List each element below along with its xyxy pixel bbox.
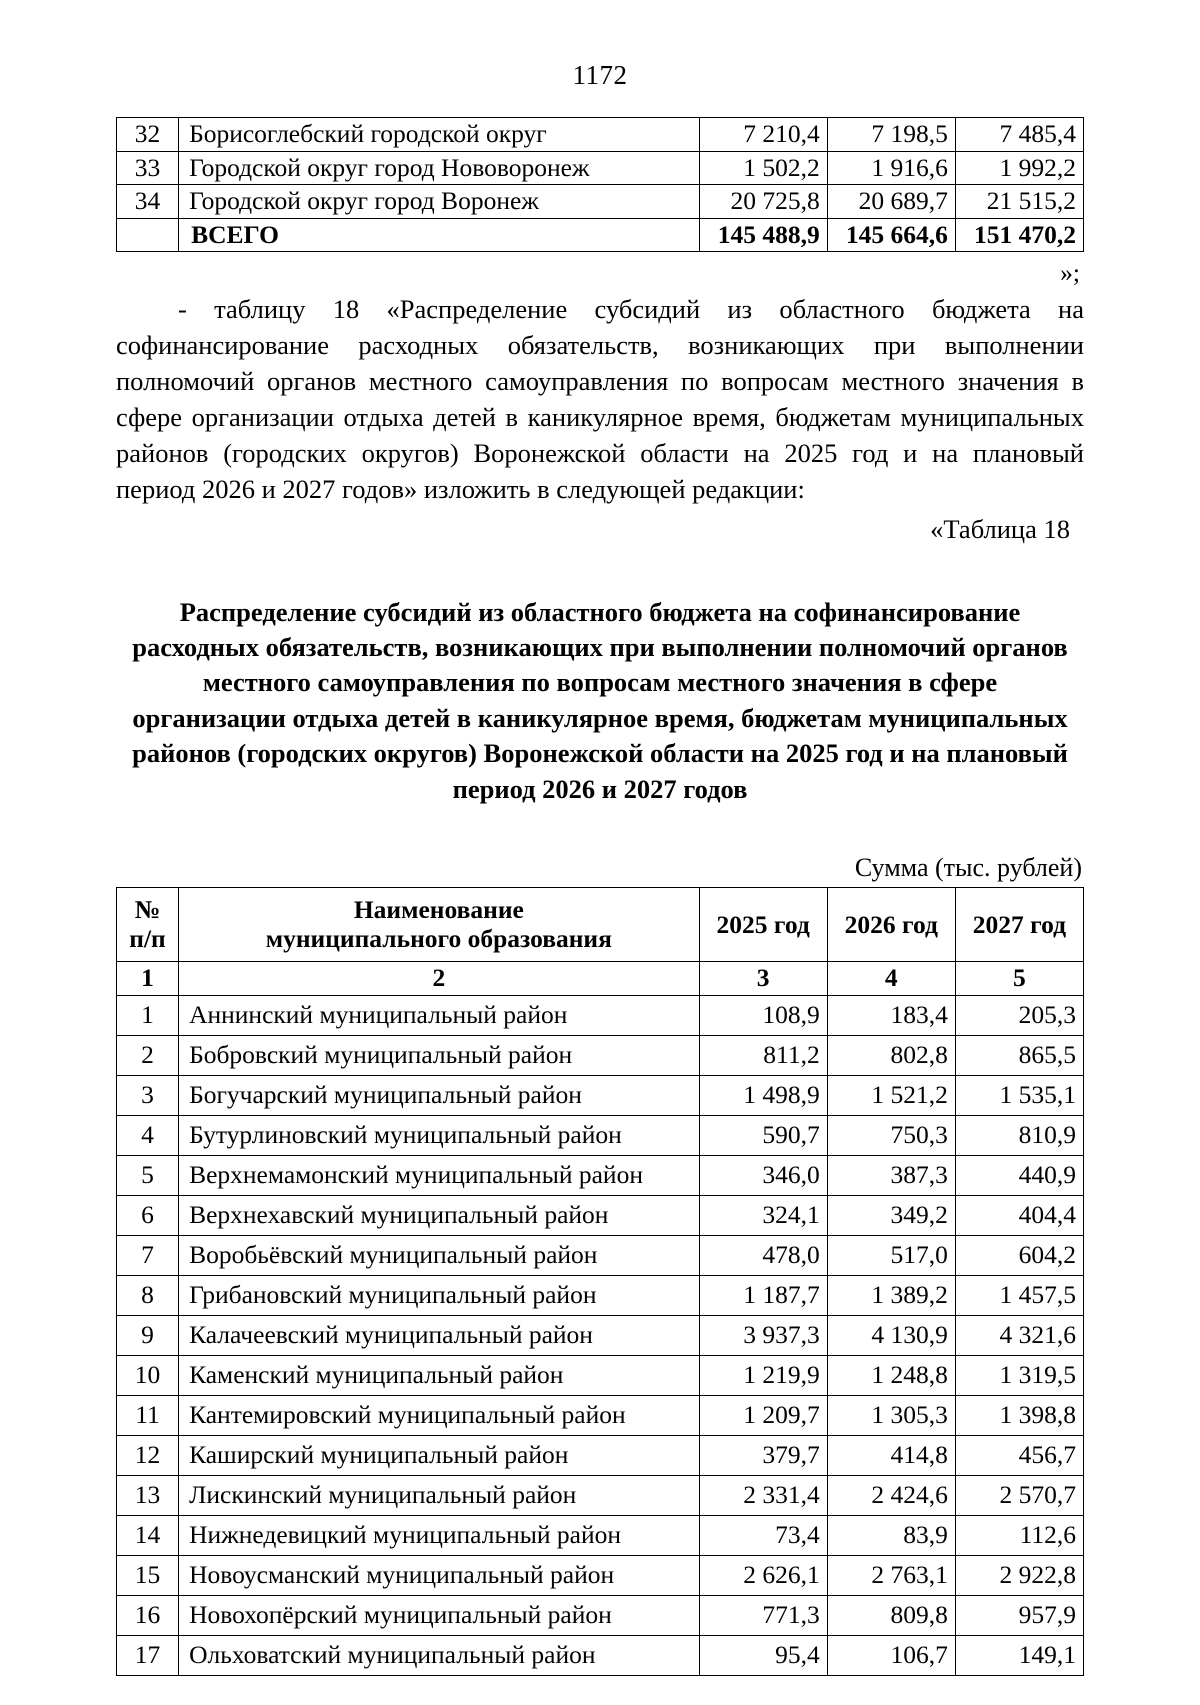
header-year-2025: 2025 год [699,887,827,961]
row-name: Кантемировский муниципальный район [179,1395,700,1435]
row-value-2027: 1 535,1 [955,1075,1083,1115]
table-row [117,995,1084,1035]
row-number: 6 [117,1195,179,1235]
row-number: 11 [117,1395,179,1435]
subsidy-table-body [117,995,1084,1675]
table-header-row [117,887,1084,961]
row-value-2025: 20 725,8 [699,185,827,219]
table-row [117,1235,1084,1275]
row-value-2025: 324,1 [699,1195,827,1235]
row-value-2027: 1 319,5 [955,1355,1083,1395]
row-number: 2 [117,1035,179,1075]
row-name: Бобровский муниципальный район [179,1035,700,1075]
row-value-2027: 1 398,8 [955,1395,1083,1435]
row-value-2025: 1 219,9 [699,1355,827,1395]
row-value-2026: 1 916,6 [827,151,955,185]
row-number: 33 [117,151,179,185]
row-value-2027: 2 922,8 [955,1555,1083,1595]
row-value-2027: 205,3 [955,995,1083,1035]
row-value-2026: 1 389,2 [827,1275,955,1315]
row-number: 1 [117,995,179,1035]
row-value-2025: 2 626,1 [699,1555,827,1595]
row-value-2026: 2 424,6 [827,1475,955,1515]
header-name [179,887,700,961]
row-name: Новоусманский муниципальный район [179,1555,700,1595]
total-value-2027: 151 470,2 [955,218,1083,252]
row-value-2027: 112,6 [955,1515,1083,1555]
row-value-2026: 517,0 [827,1235,955,1275]
row-value-2025: 379,7 [699,1435,827,1475]
row-number: 9 [117,1315,179,1355]
header-name-line1: Наименование [353,894,524,924]
row-value-2025: 3 937,3 [699,1315,827,1355]
units-label: Сумма (тыс. рублей) [854,852,1082,882]
table-row [117,1315,1084,1355]
total-value-2025: 145 488,9 [699,218,827,252]
header-year-2027: 2027 год [955,887,1083,961]
amendment-paragraph: - таблицу 18 «Распределение субсидий из областного бюджета на софинансирование расходных обязательств, возникающих при выполнении полномочий органов местного самоуправления по вопросам местного значения в сфере организации отдыха детей в каникулярное время, бюджетам муниципальных районов (городских округов) Воронежской области на 2025 год и на плановый период 2026 и 2027 годов» изложить в следующей редакции: [116,294,1084,504]
column-number-5: 5 [955,962,1083,996]
row-value-2025: 73,4 [699,1515,827,1555]
row-value-2027: 1 992,2 [955,151,1083,185]
row-value-2026: 83,9 [827,1515,955,1555]
row-name: Воробьёвский муниципальный район [179,1235,700,1275]
row-value-2025: 590,7 [699,1115,827,1155]
table-header [117,887,1084,995]
row-value-2027: 957,9 [955,1595,1083,1635]
row-value-2027: 810,9 [955,1115,1083,1155]
row-value-2026: 414,8 [827,1435,955,1475]
header-name-line2: муниципального образования [265,924,612,954]
total-label: ВСЕГО [179,218,700,252]
table-row [117,1195,1084,1235]
row-value-2027: 4 321,6 [955,1315,1083,1355]
row-number: 4 [117,1115,179,1155]
row-value-2026: 750,3 [827,1115,955,1155]
row-value-2026: 802,8 [827,1035,955,1075]
table-row [117,151,1084,185]
row-number: 8 [117,1275,179,1315]
row-name: Богучарский муниципальный район [179,1075,700,1115]
row-name: Верхнемамонский муниципальный район [179,1155,700,1195]
row-name: Городской округ город Воронеж [179,185,700,219]
row-number: 13 [117,1475,179,1515]
row-name: Каширский муниципальный район [179,1435,700,1475]
table-reference-label: «Таблица 18 [930,513,1070,544]
table-total-row [117,218,1084,252]
header-num-line1: № [134,894,161,924]
row-value-2026: 183,4 [827,995,955,1035]
row-value-2025: 108,9 [699,995,827,1035]
row-number: 7 [117,1235,179,1275]
row-value-2026: 4 130,9 [827,1315,955,1355]
header-row-number [117,887,179,961]
row-name: Верхнехавский муниципальный район [179,1195,700,1235]
table-row [117,1475,1084,1515]
row-value-2025: 1 502,2 [699,151,827,185]
header-year-2026: 2026 год [827,887,955,961]
row-value-2027: 404,4 [955,1195,1083,1235]
row-name: Борисоглебский городской округ [179,118,700,152]
row-value-2026: 349,2 [827,1195,955,1235]
row-value-2026: 1 521,2 [827,1075,955,1115]
column-number-1: 1 [117,962,179,996]
row-name: Лискинский муниципальный район [179,1475,700,1515]
row-value-2027: 440,9 [955,1155,1083,1195]
row-value-2026: 1 248,8 [827,1355,955,1395]
continued-table-body [117,118,1084,252]
row-name: Бутурлиновский муниципальный район [179,1115,700,1155]
row-name: Каменский муниципальный район [179,1355,700,1395]
table-row [117,1515,1084,1555]
table-row [117,1355,1084,1395]
row-name: Новохопёрский муниципальный район [179,1595,700,1635]
row-number: 5 [117,1155,179,1195]
closing-quote-mark: »; [1060,258,1080,288]
table-row [117,1035,1084,1075]
header-num-line2: п/п [129,924,166,954]
table-row [117,1155,1084,1195]
subsidy-distribution-table [116,887,1084,1676]
row-value-2025: 811,2 [699,1035,827,1075]
row-value-2026: 7 198,5 [827,118,955,152]
row-value-2026: 106,7 [827,1635,955,1675]
row-value-2026: 387,3 [827,1155,955,1195]
row-value-2027: 21 515,2 [955,185,1083,219]
row-value-2027: 456,7 [955,1435,1083,1475]
table-row [117,1115,1084,1155]
row-name: Городской округ город Нововоронеж [179,151,700,185]
column-number-2: 2 [179,962,700,996]
row-value-2025: 1 498,9 [699,1075,827,1115]
row-name: Аннинский муниципальный район [179,995,700,1035]
row-name: Грибановский муниципальный район [179,1275,700,1315]
row-value-2026: 20 689,7 [827,185,955,219]
row-number: 12 [117,1435,179,1475]
table-row [117,185,1084,219]
row-name: Калачеевский муниципальный район [179,1315,700,1355]
total-row-number [117,218,179,252]
row-number: 34 [117,185,179,219]
table-row [117,1075,1084,1115]
table-row [117,1275,1084,1315]
table-row [117,118,1084,152]
row-value-2027: 149,1 [955,1635,1083,1675]
row-value-2025: 1 209,7 [699,1395,827,1435]
row-number: 17 [117,1635,179,1675]
row-value-2025: 2 331,4 [699,1475,827,1515]
row-number: 3 [117,1075,179,1115]
table-row [117,1395,1084,1435]
row-value-2025: 95,4 [699,1635,827,1675]
row-value-2027: 865,5 [955,1035,1083,1075]
continued-budget-table [116,117,1084,252]
row-number: 10 [117,1355,179,1395]
row-number: 32 [117,118,179,152]
row-value-2027: 1 457,5 [955,1275,1083,1315]
row-value-2026: 1 305,3 [827,1395,955,1435]
row-value-2025: 7 210,4 [699,118,827,152]
row-value-2026: 2 763,1 [827,1555,955,1595]
row-number: 15 [117,1555,179,1595]
page-number: 1172 [572,60,628,90]
row-name: Нижнедевицкий муниципальный район [179,1515,700,1555]
row-value-2025: 346,0 [699,1155,827,1195]
total-value-2026: 145 664,6 [827,218,955,252]
table-row [117,1435,1084,1475]
row-name: Ольховатский муниципальный район [179,1635,700,1675]
table-row [117,1635,1084,1675]
row-number: 16 [117,1595,179,1635]
column-number-4: 4 [827,962,955,996]
table-row [117,1595,1084,1635]
column-number-3: 3 [699,962,827,996]
row-value-2027: 7 485,4 [955,118,1083,152]
row-value-2027: 2 570,7 [955,1475,1083,1515]
row-value-2025: 478,0 [699,1235,827,1275]
row-value-2025: 771,3 [699,1595,827,1635]
row-value-2025: 1 187,7 [699,1275,827,1315]
row-value-2026: 809,8 [827,1595,955,1635]
table-row [117,1555,1084,1595]
table-column-number-row [117,962,1084,996]
page-title: Распределение субсидий из областного бюджета на софинансирование расходных обязательств, возникающих при выполнении полномочий органов местного самоуправления по вопросам местного значения в сфере организации отдыха детей в каникулярное время, бюджетам муниципальных районов (городских округов) Воронежской области на 2025 год и на плановый период 2026 и 2027 годов [132,596,1068,804]
row-value-2027: 604,2 [955,1235,1083,1275]
row-number: 14 [117,1515,179,1555]
